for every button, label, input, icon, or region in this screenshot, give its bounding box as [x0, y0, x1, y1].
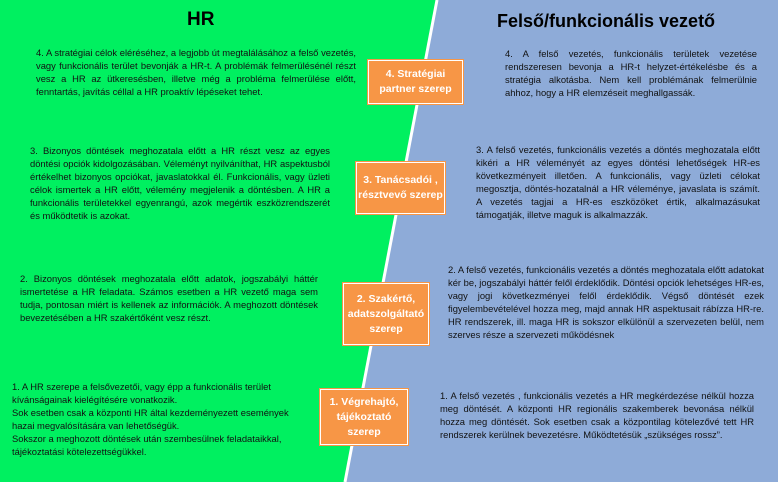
- leader-text-level-2: 2. A felső vezetés, funkcionális vezetés a döntés meghozatala előtt adatokat kér be, jogszabályi háttér felől érdeklődik. Döntési opciók lehetséges HR-es, vagy jogi következményei felől érdeklődik. Végső döntését ezek figyelembevételével hozza meg, majd annak HR aspektusait rábízza HR-re. HR rendszerek, ill. maga HR is sokszor elkülönül a szervezeten belül, nem szerves része a szervezeti működésnek: [448, 264, 764, 340]
- hr-heading: HR: [187, 9, 215, 30]
- badge-level-4: 4. Stratégiai partner szerep: [368, 60, 463, 104]
- leader-text-level-1: 1. A felső vezetés , funkcionális vezetés a HR megkérdezése nélkül hozza meg döntését. A központi HR regionális szakemberek bevonása nélkül hozza meg döntését. Sok esetben csak a központilag kötelezővé tett HR rendszerek kerülnek bevezetésre. Működtetésük „szükséges rossz”.: [440, 390, 754, 440]
- badge-level-1: 1. Végrehajtó, tájékoztató szerep: [320, 389, 408, 445]
- leader-text-level-4: 4. A felső vezetés, funkcionális területek vezetése rendszeresen bevonja a HR-t helyzet-értékelésbe és a stratégia alkotásba. Nem kell problémának felmerülnie ahhoz, hogy a HR elemzéseit meghallgassák.: [505, 48, 757, 98]
- leader-heading: Felső/funkcionális vezető: [497, 11, 716, 31]
- hr-text-level-2: 2. Bizonyos döntések meghozatala előtt adatok, jogszabályi háttér ismertetése a HR feladata. Számos esetben a HR vezető maga sem tudja, pontosan miért is kellenek az információk. A meghozott döntések bevezetésében a HR szakértőként vesz részt.: [20, 273, 318, 323]
- hr-text-level-1: 1. A HR szerepe a felsővezetői, vagy épp a funkcionális terület kívánságainak kielégítésére vonatkozik. Sok esetben csak a központi HR által kezdeményezett események hazai megvalósítására van lehetőségük. Sokszor a meghozott döntések után szembesülnek feladataikkal, tájékoztatási kötelezettségükkel.: [12, 381, 289, 457]
- badge-level-2: 2. Szakértő, adatszolgáltató szerep: [343, 283, 429, 345]
- leader-text-level-3: 3. A felső vezetés, funkcionális vezetés a döntés meghozatala előtt kikéri a HR véleményét az egyes döntési lehetőségek HR-es következményeit illetően. A funkcionális, vagy üzleti célokat megosztja, döntés-hozatalnál a HR véleménye, javaslata is számít. A vezetés tagjai a HR-es eszközöket értik, alkalmazásukat támogatják, illetve maguk is alkalmazzák.: [476, 144, 760, 220]
- hr-text-level-4: 4. A stratégiai célok eléréséhez, a legjobb út megtalálásához a felső vezetés, vagy funkcionális terület bevonják a HR-t. A problémák felmerülésénél részt vesz a HR az ütkeresésben, illetve még a probléma felmerülése előtt, fenntartás, javítás céllal a HR proaktív lépéseket tehet.: [36, 47, 356, 97]
- hr-text-level-3: 3. Bizonyos döntések meghozatala előtt a HR részt vesz az egyes döntési opciók kidolgozásában. Véleményt nyilváníthat, HR aspektusból értékelhet bizonyos opciókat, javaslatokkal él. Funkcionális, vagy üzleti célok ismertek a HR előtt, vélemény megjelenik a döntésben. A HR a funkcionális területekkel egyenrangú, azok megértik eszközrendszerét és működtetik is azokat.: [30, 145, 330, 221]
- badge-level-3: 3. Tanácsadói , résztvevő szerep: [356, 162, 445, 214]
